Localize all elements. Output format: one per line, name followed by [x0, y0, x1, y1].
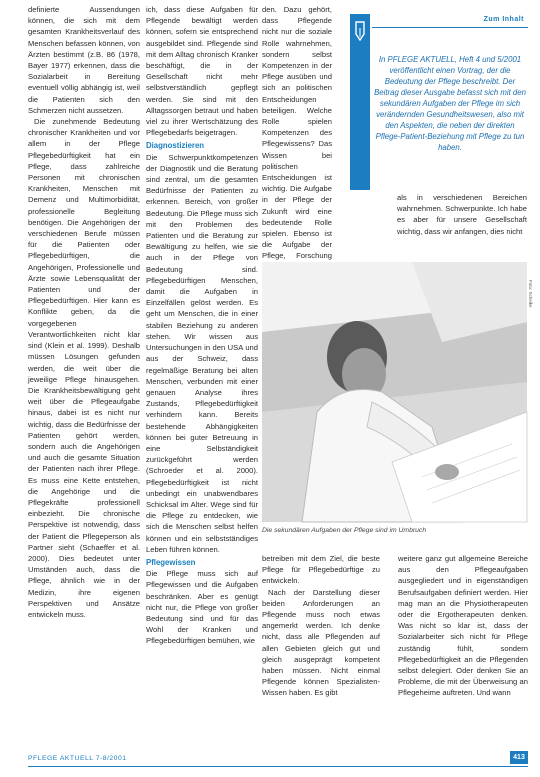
paragraph: ich, dass diese Aufgaben für Pflegende bewältigt werden können, sofern sie entsprechend ausgebildet sind. Pflegende sind mit dem Alltag chronisch Kranker beschäftigt, die in der Gesellschaft nicht mehr selbstverständlich gepflegt werden. Sie sind mit den Alltagssorgen betraut und haben viel zu ihrer Wertschätzung des Pflegebedarfs beigetragen.: [146, 5, 258, 138]
section-heading-diagnostizieren: Diagnostizieren: [146, 141, 205, 151]
divider: [372, 27, 528, 28]
text-column-3: [262, 4, 332, 261]
paragraph: betreiben mit dem Ziel, die beste Pflege für Pflegebedürftige zu entwickeln.: [262, 554, 380, 586]
paragraph: Nach der Darstellung dieser beiden Anforderungen an Pflegende muss noch etwas angemerkt werden. Ich denke nicht, dass alle Pflegenden auf allen Gebieten gleich gut und gleich ausgeprägt kompetent haben müssen. Nicht einmal Pflegende können Spezialisten-Wissen haben. Es gibt: [262, 587, 380, 698]
paragraph: Die Schwerpunktkompetenzen der Diagnostik und die Beratung sind zentral, um die gesamten Bedürfnisse der Patienten zu erkennen. Bereich, von großer Bedeutung. Die Pflege muss sich mit den Problemen des Patienten und die Beratung zur Bewältigung zu helfen, wie sie auch in der Pflege von Bedeutung sind. Pflegebedürftigen Menschen, damit die Aufgaben in Einzelfällen gelöst werden. Es geht um Menschen, die in einer stabilen Beziehung zu anderen stehen. Wir wissen aus Untersuchungen in den USA und aus der Schweiz, dass regelmäßige Beratung bei alten Menschen, verbunden mit einer genauen Analyse ihres Zustands, Pflegebedürftigkeit verhindern kann. Bereits bestehende Abhängigkeiten können bei guter Betreuung in eine Selbständigkeit zurückgeführt werden (Schroeder et al. 2000). Pflegebedürftigkeit ist nicht unbedingt ein unabwendbares Schicksal im Alter. Wege sind für die Pflege zu entdecken, wie sich die Menschen selbst helfen können und ein selbstständiges Leben führen können.: [146, 152, 258, 554]
paragraph: Die Pflege muss sich auf Pflegewissen und die Aufgaben beschränken. Aber es genügt nicht nur, die Pflege von großer Bedeutung sind und für das Wohl der Kranken und Pflegebedürftigen bemühen, wie: [146, 569, 258, 646]
paragraph: als in verschiedenen Bereichen wahrnehmen. Schwerpunkte. Ich habe es aber für unsere Gesellschaft wichtig, dass wir anfangen, dies nicht: [397, 193, 527, 236]
info-box-title: Zum Inhalt: [483, 16, 524, 23]
text-column-1: [28, 4, 140, 747]
page-number: 413: [510, 751, 528, 764]
pen-icon: [353, 20, 367, 42]
text-column-2: [146, 4, 258, 748]
divider: [28, 766, 528, 767]
info-box: [350, 14, 528, 190]
photo-nurse-writing: [262, 262, 527, 522]
text-column-4: [397, 192, 527, 260]
section-heading-pflegewissen: Pflegewissen: [146, 557, 196, 567]
paragraph: den. Dazu gehört, dass Pflegende nicht nur die soziale Rolle wahrnehmen, sondern selbst Kompetenzen in der Pflege ausüben und sich an politischen Entscheidungen beteiligen. Welche Rolle spielen Kompetenzen des Pflegewissens? Das Wissen bei politischen Entscheidungen ist wichtig. Die Aufgabe in der Pflege der Zukunft wird eine bedeutende Rolle spielen. Ebenso ist die Aufgabe der Pflege, Forschung: [262, 5, 332, 261]
info-box-text: In PFLEGE AKTUELL, Heft 4 und 5/2001 veröffentlicht einen Vortrag, der die Bedeutung der Pflege beschreibt. Der Beitrag dieser Ausgabe befasst sich mit den sekundären Aufgaben der Pflege im sich verändernden Gesundheitswesen, also mit den Aspekten, die neben der direkten Pflege-Patient-Beziehung mit Pflege zu tun haben.: [374, 55, 526, 152]
photo-credit: Foto: Schelke: [528, 280, 533, 308]
text-column-6: [398, 553, 528, 749]
paragraph: definierte Aussendungen können, die sich mit dem gesamten Krankheitsverlauf des Menschen befassen können, von Ärzten bestimmt (z.B. 86 (1978, Bayer 1977) erkennen, dass die Sozialarbeit in Bereitung eventuell völlig abhängig ist, weil die Patienten sich den Schmerzen nicht aussetzen.: [28, 5, 140, 115]
photo-caption: Die sekundären Aufgaben der Pflege sind im Umbruch: [262, 527, 427, 534]
paragraph: weitere ganz gut allgemeine Bereiche aus den Pflegeaufgaben ausgegliedert und in eigenständigen Berufsaufgaben definiert werden. Hier mag man an die Physiotherapeuten oder die Ergotherapeuten denken. Was nicht so klar ist, dass der Sozialarbeiter sich nicht für Pflege zuständig fühlt, sondern Pflegebedürftigkeit an die Pflegenden selbst delegiert. Oder denken Sie an Probleme, die mit der Überweisung an Pflegeheime auftreten. Und wann: [398, 554, 528, 698]
journal-footer: PFLEGE AKTUELL 7-8/2001: [28, 755, 127, 762]
photo-illustration: [262, 262, 527, 522]
text-column-5: [262, 553, 380, 749]
paragraph: Die zunehmende Bedeutung chronischer Krankheiten und vor allem in der Pflege Pflegebedürftigkeit hat ein Pflege, dass zahlreiche Personen mit chronischen Krankheiten, Menschen mit Demenz und Multimorbidität, professionelle Begleitung benötigen. Die Angehörigen der verschiedenen Berufe müssen für die Patienten oder Pflegebedürftigen, die Angehörigen, Professionelle und Ärzte sowie Lebensqualität der Patienten und der Pflegebedürftigen. Hier kann es Konflikte geben, da die vorgegebenen Verantwortlichkeiten nicht klar sind (Klein et al. 1999). Deshalb müssen Lösungen gefunden werden, die weit über die jeweilige Pflege hinausgehen. Die Krankheitsbewältigung geht weit über die Pflegeaufgabe hinaus, dabei ist es nicht nur wichtig, dass die Bedürfnisse der Patienten gehört werden, sondern auch die Angehörigen und auch die gesamte Situation der Patienten nach ihrer Pflege. Es muss eine Kette entstehen, die Angehörige und die Pflegekräfte professionell einbezieht. Die chronische Perspektive ist notwendig, dass der Patient die Pflegeperson als Partner sieht (Schaeffer et al. 2000). Dies bedeutet unter Umständen auch, dass die Pflege, ähnlich wie in der Medizin, ihre eigenen Perspektiven und Ansätze entwickeln muss.: [28, 117, 140, 619]
info-box-bar: [350, 14, 370, 190]
